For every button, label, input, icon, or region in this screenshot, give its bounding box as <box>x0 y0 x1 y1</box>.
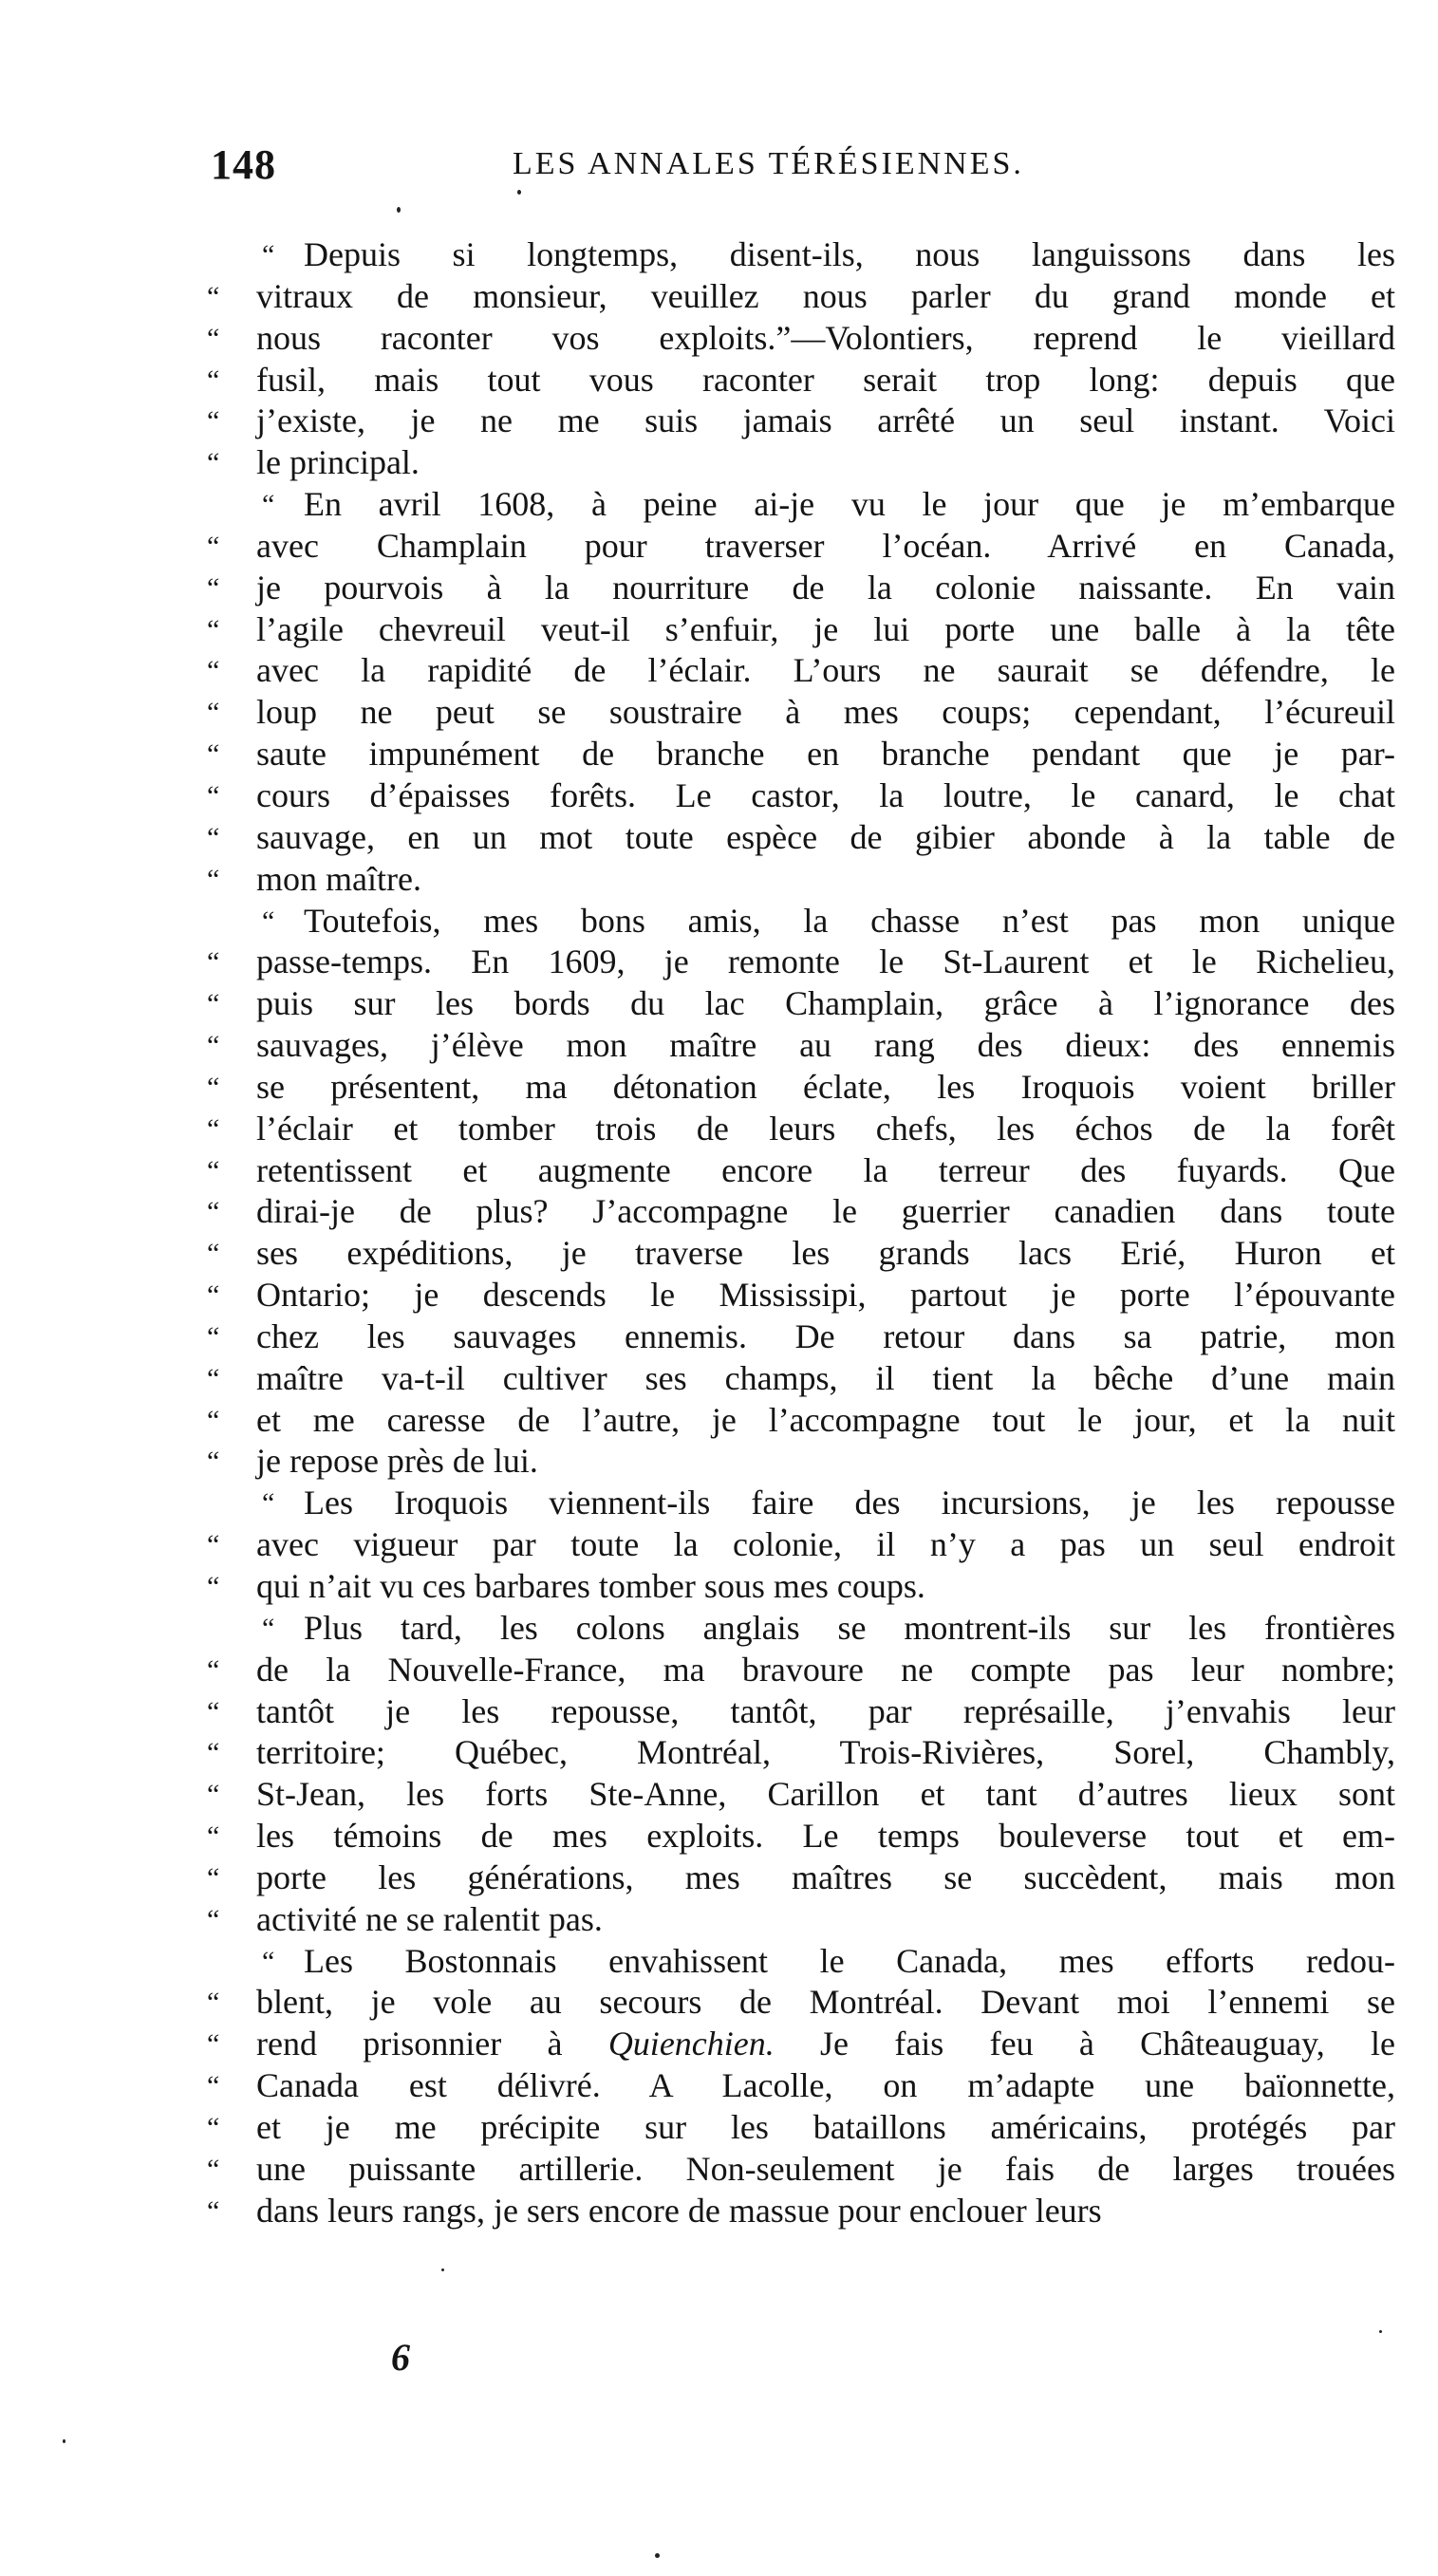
text-line <box>207 1150 1395 1192</box>
text-line <box>207 1358 1395 1400</box>
line-text: je repose près de lui. <box>256 1442 538 1481</box>
quote-mark: “ <box>207 1112 220 1145</box>
text-line <box>207 901 1395 943</box>
line-text: Ontario; je descends le Mississipi, partout je porte l’épouvante <box>256 1276 1395 1315</box>
text-line <box>207 1732 1395 1774</box>
quote-mark: “ <box>207 1196 220 1228</box>
quote-mark: “ <box>262 489 275 521</box>
text-line <box>207 1650 1395 1691</box>
line-text: En avril 1608, à peine ai-je vu le jour que je m’embarque <box>304 485 1395 524</box>
text-line <box>207 2107 1395 2149</box>
quote-mark: “ <box>207 2111 220 2143</box>
quote-mark: “ <box>207 2153 220 2185</box>
line-text: avec Champlain pour traverser l’océan. Arrivé en Canada, <box>256 526 1395 565</box>
line-text: territoire; Québec, Montréal, Trois-Rivières, Sorel, Chambly, <box>256 1733 1395 1772</box>
quote-mark: “ <box>207 779 220 812</box>
print-speck <box>63 2439 65 2443</box>
quote-mark: “ <box>207 447 220 479</box>
quote-mark: “ <box>207 1903 220 1935</box>
quote-mark: “ <box>207 1320 220 1353</box>
text-line <box>207 318 1395 360</box>
text-line <box>207 2149 1395 2191</box>
text-line <box>207 2024 1395 2065</box>
quote-mark: “ <box>262 239 275 271</box>
line-text: l’agile chevreuil veut-il s’enfuir, je lui porte une balle à la tête <box>256 609 1395 648</box>
quote-mark: “ <box>207 1571 220 1602</box>
text-line <box>207 1691 1395 1733</box>
line-text: saute impunément de branche en branche pendant que je par- <box>256 735 1395 774</box>
line-text: vitraux de monsieur, veuillez nous parler du grand monde et <box>256 276 1395 315</box>
line-text: Les Bostonnais envahissent le Canada, mes efforts redou- <box>304 1941 1395 1980</box>
print-speck <box>1379 2330 1382 2333</box>
text-line <box>207 817 1395 859</box>
text-line <box>207 1400 1395 1442</box>
quote-mark: “ <box>207 821 220 853</box>
text-line <box>207 1857 1395 1899</box>
page-header <box>211 140 1388 197</box>
footer-ornament: 6 <box>391 2336 410 2379</box>
line-text: le principal. <box>256 443 420 482</box>
line-text: nous raconter vos exploits.”—Volontiers, reprend le vieillard <box>256 318 1395 357</box>
line-text: dirai-je de plus? J’accompagne le guerrier canadien dans toute <box>256 1192 1395 1231</box>
quote-mark: “ <box>207 1154 220 1186</box>
text-line <box>207 1608 1395 1650</box>
quote-mark: “ <box>207 1820 220 1853</box>
text-line <box>207 484 1395 526</box>
text-line <box>207 2065 1395 2107</box>
page-number: 148 <box>211 141 276 188</box>
text-line <box>207 983 1395 1025</box>
text-line <box>207 1982 1395 2024</box>
line-text: sauvages, j’élève mon maître au rang des dieux: des ennemis <box>256 1026 1395 1065</box>
quote-mark: “ <box>207 1238 220 1270</box>
text-line <box>207 1524 1395 1566</box>
line-text: j’existe, je ne me suis jamais arrêté un seul instant. Voici <box>256 401 1395 440</box>
line-text-part: rend prisonnier à <box>256 2025 608 2063</box>
line-text: et je me précipite sur les bataillons américains, protégés par <box>256 2107 1395 2146</box>
line-text: retentissent et augmente encore la terreur des fuyards. Que <box>256 1150 1395 1189</box>
text-line <box>207 1067 1395 1109</box>
quote-mark: “ <box>207 1362 220 1394</box>
line-text: Plus tard, les colons anglais se montrent-ils sur les frontières <box>304 1608 1395 1647</box>
quote-mark: “ <box>207 1529 220 1561</box>
line-text: se présentent, ma détonation éclate, les Iroquois voient briller <box>256 1067 1395 1106</box>
line-text: de la Nouvelle-France, ma bravoure ne compte pas leur nombre; <box>256 1650 1395 1689</box>
line-text: activité ne se ralentit pas. <box>256 1899 603 1938</box>
line-text: porte les générations, mes maîtres se succèdent, mais mon <box>256 1857 1395 1896</box>
text-line <box>207 1483 1395 1524</box>
quote-mark: “ <box>207 988 220 1020</box>
text-line <box>207 1025 1395 1067</box>
quote-mark: “ <box>262 1612 275 1644</box>
line-text: fusil, mais tout vous raconter serait trop long: depuis que <box>256 360 1395 399</box>
text-line <box>207 2191 1395 2232</box>
line-text: Depuis si longtemps, disent-ils, nous languissons dans les <box>304 235 1395 273</box>
quote-mark: “ <box>207 1404 220 1436</box>
text-line <box>207 276 1395 318</box>
text-line <box>207 775 1395 817</box>
quote-mark: “ <box>262 1945 275 1977</box>
line-text: loup ne peut se soustraire à mes coups; cependant, l’écureuil <box>256 693 1395 732</box>
quote-mark: “ <box>207 1987 220 2019</box>
quote-mark: “ <box>207 1779 220 1811</box>
text-line <box>207 1109 1395 1150</box>
line-text: qui n’ait vu ces barbares tomber sous mes coups. <box>256 1567 925 1605</box>
text-line <box>207 1899 1395 1941</box>
text-line <box>207 1316 1395 1358</box>
quote-mark: “ <box>207 1071 220 1103</box>
text-line <box>207 650 1395 692</box>
text-line <box>207 526 1395 568</box>
quote-mark: “ <box>207 2070 220 2102</box>
text-line <box>207 1191 1395 1233</box>
line-text <box>256 2024 1395 2065</box>
line-text: ses expéditions, je traverse les grands lacs Erié, Huron et <box>256 1234 1395 1273</box>
text-line <box>207 1275 1395 1316</box>
running-title: LES ANNALES TÉRÉSIENNES. <box>513 146 1024 181</box>
quote-mark: “ <box>207 280 220 312</box>
line-text: puis sur les bords du lac Champlain, grâce à l’ignorance des <box>256 984 1395 1023</box>
quote-mark: “ <box>207 530 220 562</box>
print-speck <box>517 190 521 195</box>
line-text: avec la rapidité de l’éclair. L’ours ne saurait se défendre, le <box>256 651 1395 690</box>
text-line <box>207 1441 1395 1483</box>
quote-mark: “ <box>207 1861 220 1894</box>
line-text: Canada est délivré. A Lacolle, on m’adapte une baïonnette, <box>256 2066 1395 2105</box>
print-speck <box>441 2268 444 2271</box>
quote-mark: “ <box>207 1737 220 1769</box>
quote-mark: “ <box>207 655 220 687</box>
quote-mark: “ <box>207 364 220 396</box>
quote-mark: “ <box>207 2028 220 2061</box>
quote-mark: “ <box>207 571 220 604</box>
text-line <box>207 1941 1395 1983</box>
line-text: tantôt je les repousse, tantôt, par représaille, j’envahis leur <box>256 1691 1395 1730</box>
line-text: les témoins de mes exploits. Le temps bouleverse tout et em- <box>256 1817 1395 1856</box>
line-text: blent, je vole au secours de Montréal. Devant moi l’ennemi se <box>256 1983 1395 2022</box>
print-speck <box>397 207 401 213</box>
quote-mark: “ <box>207 863 220 895</box>
line-text: Toutefois, mes bons amis, la chasse n’est pas mon unique <box>304 901 1395 940</box>
quote-mark: “ <box>207 697 220 729</box>
text-line <box>207 401 1395 442</box>
line-text: mon maître. <box>256 859 421 898</box>
line-text: l’éclair et tomber trois de leurs chefs, les échos de la forêt <box>256 1109 1395 1148</box>
text-line <box>207 234 1395 276</box>
text-line <box>207 1233 1395 1275</box>
line-text: St-Jean, les forts Ste-Anne, Carillon et tant d’autres lieux sont <box>256 1775 1395 1814</box>
quote-mark: “ <box>207 2194 220 2227</box>
quote-mark: “ <box>207 946 220 979</box>
line-text: je pourvois à la nourriture de la colonie naissante. En vain <box>256 568 1395 607</box>
text-line <box>207 734 1395 775</box>
text-line <box>207 1816 1395 1857</box>
text-line <box>207 859 1395 901</box>
text-line <box>207 1566 1395 1608</box>
quote-mark: “ <box>207 738 220 771</box>
line-text: une puissante artillerie. Non-seulement je fais de larges trouées <box>256 2149 1395 2188</box>
quote-mark: “ <box>207 1446 220 1478</box>
quote-mark: “ <box>262 905 275 937</box>
quote-mark: “ <box>207 405 220 438</box>
text-line <box>207 442 1395 484</box>
text-line <box>207 1774 1395 1816</box>
quote-mark: “ <box>207 1695 220 1727</box>
line-text: et me caresse de l’autre, je l’accompagne tout le jour, et la nuit <box>256 1400 1395 1439</box>
print-speck <box>655 2553 660 2558</box>
body-text <box>207 234 1395 2232</box>
quote-mark: “ <box>207 322 220 354</box>
quote-mark: “ <box>207 1030 220 1062</box>
text-line <box>207 360 1395 401</box>
line-text: avec vigueur par toute la colonie, il n’y a pas un seul endroit <box>256 1525 1395 1564</box>
quote-mark: “ <box>207 613 220 645</box>
text-line <box>207 942 1395 983</box>
line-text: passe-temps. En 1609, je remonte le St-Laurent et le Richelieu, <box>256 943 1395 981</box>
line-text: chez les sauvages ennemis. De retour dans sa patrie, mon <box>256 1316 1395 1355</box>
line-text: sauvage, en un mot toute espèce de gibier abonde à la table de <box>256 817 1395 856</box>
text-line <box>207 609 1395 651</box>
text-line <box>207 568 1395 609</box>
quote-mark: “ <box>207 1279 220 1312</box>
text-line <box>207 692 1395 734</box>
line-text: cours d’épaisses forêts. Le castor, la loutre, le canard, le chat <box>256 775 1395 814</box>
line-text: Les Iroquois viennent-ils faire des incursions, je les repousse <box>304 1484 1395 1522</box>
line-text-part: Je fais feu à Châteauguay, le <box>774 2025 1396 2063</box>
quote-mark: “ <box>262 1487 275 1520</box>
line-text: dans leurs rangs, je sers encore de massue pour enclouer leurs <box>256 2191 1102 2230</box>
line-text: maître va-t-il cultiver ses champs, il tient la bêche d’une main <box>256 1358 1395 1397</box>
quote-mark: “ <box>207 1653 220 1686</box>
italic-place-name: Quienchien. <box>607 2025 775 2063</box>
